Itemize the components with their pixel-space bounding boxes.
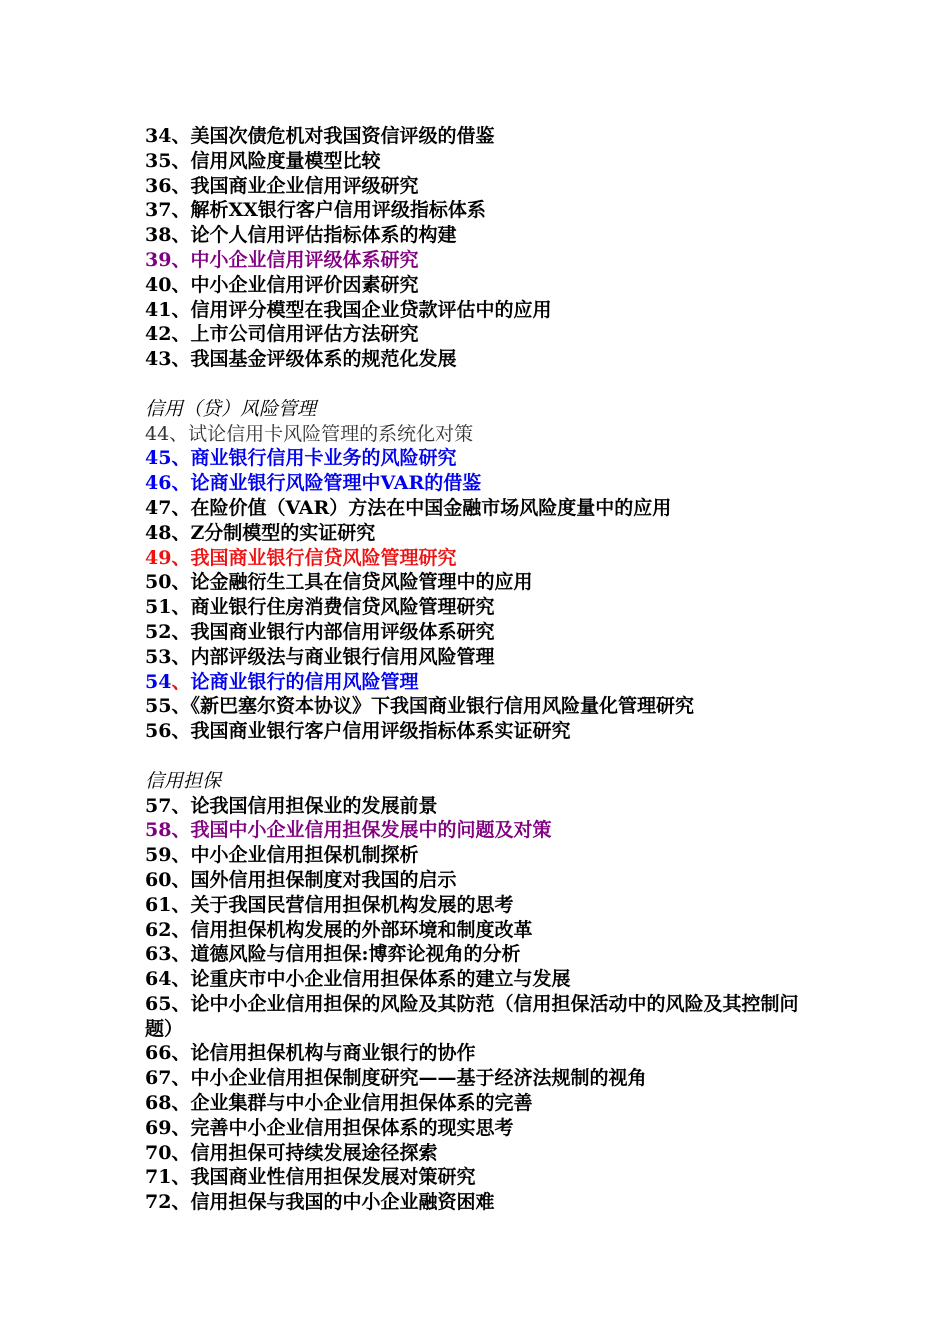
list-item: 60、国外信用担保制度对我国的启示	[145, 868, 457, 891]
list-item: 56、我国商业银行客户信用评级指标体系实证研究	[145, 720, 571, 743]
list-item: 51、商业银行住房消费信贷风险管理研究	[145, 596, 495, 619]
list-item: 64、论重庆市中小企业信用担保体系的建立与发展	[145, 968, 571, 991]
document-page	[145, 124, 845, 1215]
list-item: 53、内部评级法与商业银行信用风险管理	[145, 645, 495, 668]
list-item: 43、我国基金评级体系的规范化发展	[145, 348, 457, 371]
section-heading: 信用（贷）风险管理	[145, 397, 317, 420]
item-number: 54	[145, 670, 172, 693]
list-item: 63、道德风险与信用担保:博弈论视角的分析	[145, 943, 521, 966]
list-item: 72、信用担保与我国的中小企业融资困难	[145, 1191, 495, 1214]
list-item: 44、试论信用卡风险管理的系统化对策	[145, 422, 474, 445]
section-heading: 信用担保	[145, 769, 222, 792]
list-item: 65、论中小企业信用担保的风险及其防范（信用担保活动中的风险及其控制问题）	[145, 992, 799, 1040]
list-item: 34、美国次债危机对我国资信评级的借鉴	[145, 125, 495, 147]
list-item: 71、我国商业性信用担保发展对策研究	[145, 1166, 476, 1189]
list-item	[145, 670, 845, 695]
list-item: 38、论个人信用评估指标体系的构建	[145, 224, 457, 247]
list-item: 48、Z分制模型的实证研究	[145, 521, 376, 544]
list-item: 68、企业集群与中小企业信用担保体系的完善	[145, 1092, 533, 1115]
list-item: 35、信用风险度量模型比较	[145, 149, 381, 172]
list-item: 66、论信用担保机构与商业银行的协作	[145, 1042, 476, 1065]
list-item: 50、论金融衍生工具在信贷风险管理中的应用	[145, 571, 533, 594]
list-item: 42、上市公司信用评估方法研究	[145, 323, 419, 346]
list-item: 67、中小企业信用担保制度研究——基于经济法规制的视角	[145, 1067, 647, 1090]
list-item: 49、我国商业银行信贷风险管理研究	[145, 546, 457, 569]
list-item: 47、在险价值（VAR）方法在中国金融市场风险度量中的应用	[145, 496, 672, 519]
list-item: 59、中小企业信用担保机制探析	[145, 844, 419, 867]
list-item: 61、关于我国民营信用担保机构发展的思考	[145, 893, 514, 916]
list-item: 45、商业银行信用卡业务的风险研究	[145, 447, 457, 470]
list-item: 62、信用担保机构发展的外部环境和制度改革	[145, 918, 533, 941]
list-item: 55、《新巴塞尔资本协议》下我国商业银行信用风险量化管理研究	[145, 695, 694, 718]
list-item: 41、信用评分模型在我国企业贷款评估中的应用	[145, 298, 552, 321]
list-item: 69、完善中小企业信用担保体系的现实思考	[145, 1116, 514, 1139]
list-item: 37、解析XX银行客户信用评级指标体系	[145, 199, 486, 222]
list-item: 46、论商业银行风险管理中VAR的借鉴	[145, 472, 482, 495]
list-item: 40、中小企业信用评价因素研究	[145, 273, 419, 296]
item-separator: 、	[171, 670, 191, 693]
list-item: 52、我国商业银行内部信用评级体系研究	[145, 620, 495, 643]
list-item: 36、我国商业企业信用评级研究	[145, 174, 419, 197]
list-item: 57、论我国信用担保业的发展前景	[145, 794, 438, 817]
list-item: 58、我国中小企业信用担保发展中的问题及对策	[145, 819, 552, 842]
list-item: 39、中小企业信用评级体系研究	[145, 248, 419, 271]
list-item: 70、信用担保可持续发展途径探索	[145, 1141, 438, 1164]
item-text: 论商业银行的信用风险管理	[190, 670, 419, 693]
